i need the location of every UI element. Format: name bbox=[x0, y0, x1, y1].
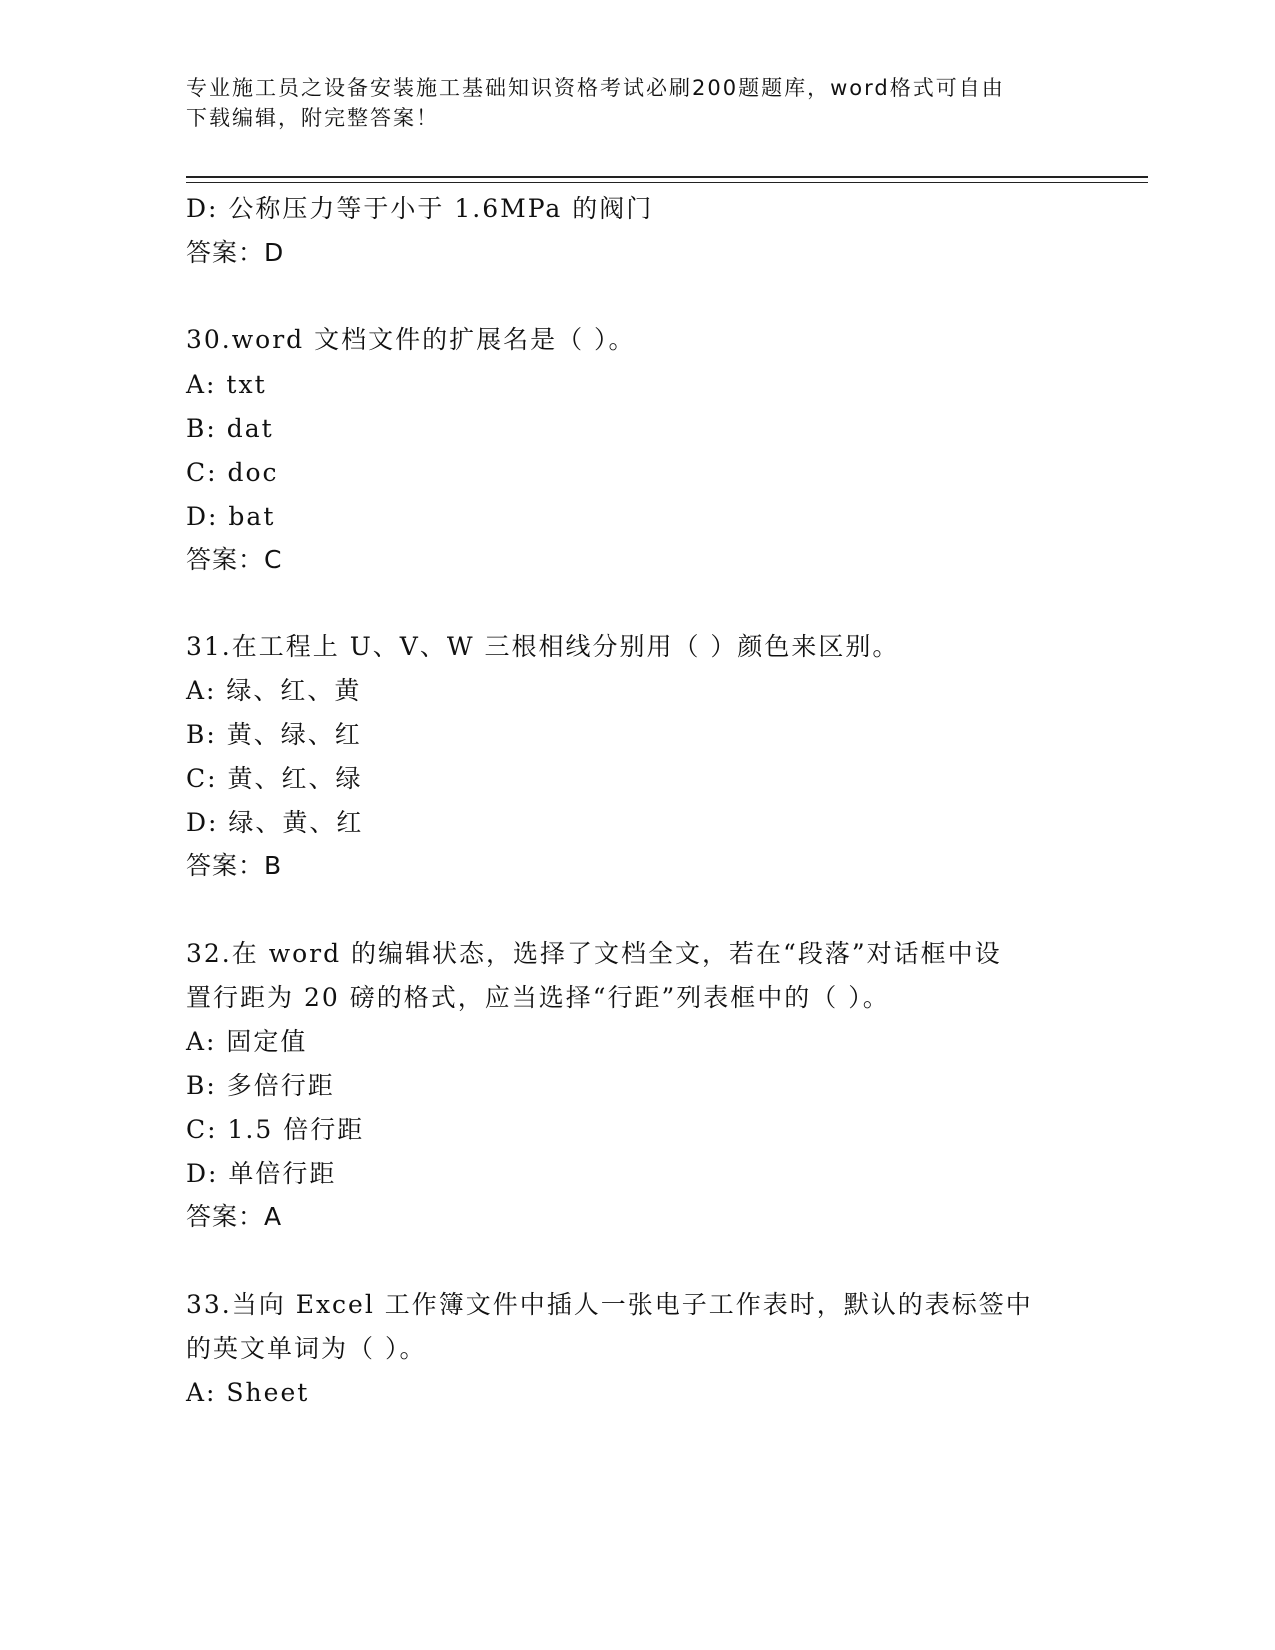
q33-stem-line-2: 的英文单词为（ ）。 bbox=[186, 1334, 427, 1363]
q32-answer: 答案：A bbox=[186, 1202, 283, 1231]
q31-answer: 答案：B bbox=[186, 851, 283, 880]
q31-option-a: A: 绿、红、黄 bbox=[186, 676, 362, 705]
header-divider-thin bbox=[186, 182, 1148, 183]
q31-option-d: D: 绿、黄、红 bbox=[186, 808, 364, 837]
q32-stem-line-2: 置行距为 20 磅的格式，应当选择“行距”列表框中的（ ）。 bbox=[186, 983, 890, 1012]
q30-option-d: D: bat bbox=[186, 502, 276, 531]
q33-stem-line-1: 33.当向 Excel 工作簿文件中插人一张电子工作表时，默认的表标签中 bbox=[186, 1290, 1033, 1319]
q32-stem-line-1: 32.在 word 的编辑状态，选择了文档全文，若在“段落”对话框中设 bbox=[186, 939, 1002, 968]
q32-option-b: B: 多倍行距 bbox=[186, 1071, 335, 1100]
q32-option-c: C: 1.5 倍行距 bbox=[186, 1115, 365, 1144]
q30-option-b: B: dat bbox=[186, 414, 274, 443]
q32-option-a: A: 固定值 bbox=[186, 1027, 308, 1056]
q30-answer: 答案：C bbox=[186, 545, 283, 574]
header-divider-thick bbox=[186, 176, 1148, 178]
q30-stem: 30.word 文档文件的扩展名是（ ）。 bbox=[186, 325, 636, 354]
prev-option-d: D: 公称压力等于小于 1.6MPa 的阀门 bbox=[186, 194, 654, 223]
prev-answer: 答案：D bbox=[186, 238, 285, 267]
q30-option-c: C: doc bbox=[186, 458, 279, 487]
q33-option-a: A: Sheet bbox=[186, 1378, 310, 1407]
q31-option-b: B: 黄、绿、红 bbox=[186, 720, 362, 749]
q30-option-a: A: txt bbox=[186, 370, 267, 399]
header-line-1: 专业施工员之设备安装施工基础知识资格考试必刷200题题库，word格式可自由 bbox=[186, 76, 1005, 100]
header-line-2: 下载编辑，附完整答案！ bbox=[186, 106, 439, 130]
document-header bbox=[186, 73, 1066, 133]
q32-option-d: D: 单倍行距 bbox=[186, 1159, 337, 1188]
q31-option-c: C: 黄、红、绿 bbox=[186, 764, 363, 793]
q31-stem: 31.在工程上 U、V、W 三根相线分别用（ ）颜色来区别。 bbox=[186, 632, 900, 661]
